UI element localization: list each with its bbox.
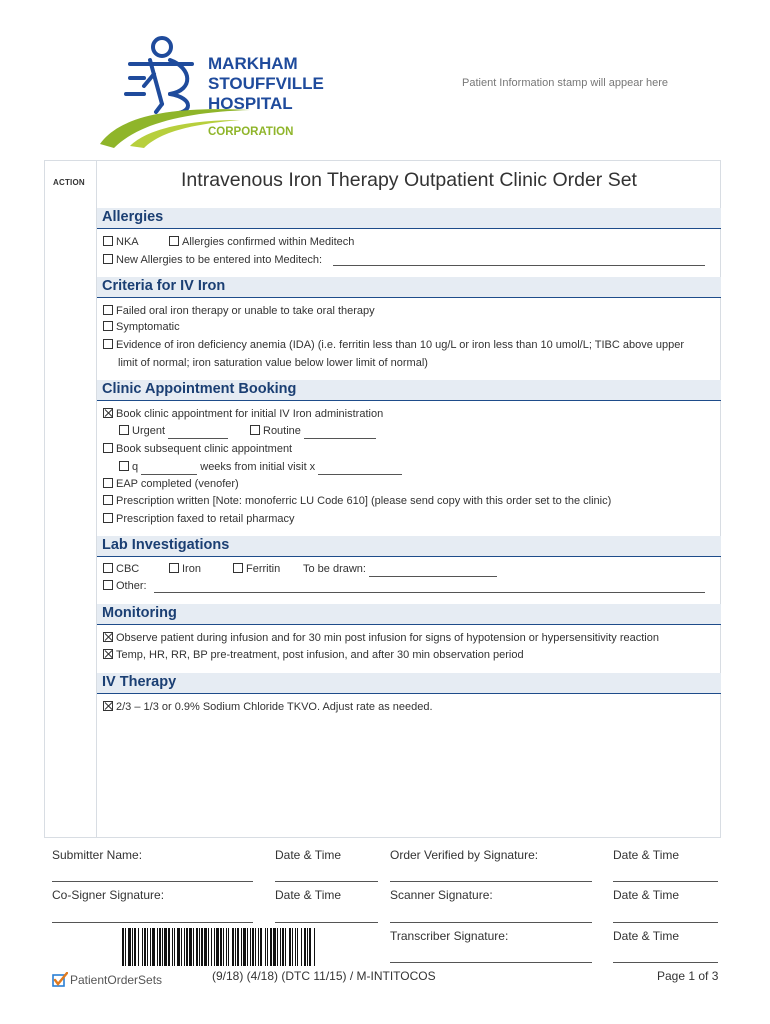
barcode-bar xyxy=(211,928,212,966)
iron-checkbox[interactable] xyxy=(169,563,179,573)
ida-evidence-label-cont: limit of normal; iron saturation value below lower limit of normal) xyxy=(118,357,428,369)
q-weeks-field[interactable] xyxy=(141,461,197,475)
barcode-bar xyxy=(309,928,311,966)
urgent-label: Urgent xyxy=(132,425,166,437)
barcode-bar xyxy=(128,928,131,966)
cosigner-date-field[interactable] xyxy=(275,922,378,923)
barcode-bar xyxy=(295,928,296,966)
observe-label: Observe patient during infusion and for 30 min post infusion for signs of hypotension or hypersensitivity reaction xyxy=(116,632,659,644)
page-number: Page 1 of 3 xyxy=(657,969,719,983)
barcode-bar xyxy=(132,928,133,966)
prescription-written-checkbox[interactable] xyxy=(103,495,113,505)
barcode-bar xyxy=(226,928,227,966)
verified-signature-field[interactable] xyxy=(390,881,592,882)
form-title: Intravenous Iron Therapy Outpatient Clinic Order Set xyxy=(181,169,637,191)
scanner-date-label: Date & Time xyxy=(613,888,680,902)
observe-checkbox[interactable] xyxy=(103,632,113,642)
ida-evidence-checkbox[interactable] xyxy=(103,339,113,349)
iv-fluid-checkbox[interactable] xyxy=(103,701,113,711)
logo-line-stouffville: STOUFFVILLE xyxy=(208,74,324,93)
transcriber-date-field[interactable] xyxy=(613,962,718,963)
submitter-date-label: Date & Time xyxy=(275,848,342,862)
barcode-bar xyxy=(134,928,136,966)
eap-label: EAP completed (venofer) xyxy=(116,478,239,490)
barcode-bar xyxy=(260,928,262,966)
failed-oral-label: Failed oral iron therapy or unable to take oral therapy xyxy=(116,305,375,317)
prescription-written-label: Prescription written [Note: monoferric LU Code 610] xyxy=(116,495,368,507)
barcode-bar xyxy=(258,928,259,966)
vitals-checkbox[interactable] xyxy=(103,649,113,659)
barcode-bar xyxy=(172,928,173,966)
routine-label: Routine xyxy=(263,425,301,437)
hospital-logo xyxy=(100,34,340,152)
barcode-bar xyxy=(220,928,222,966)
transcriber-signature-field[interactable] xyxy=(390,962,592,963)
barcode-bar xyxy=(314,928,315,966)
barcode-bar xyxy=(292,928,293,966)
logo-line-corporation: CORPORATION xyxy=(208,126,294,138)
section-heading-text: Monitoring xyxy=(102,605,177,621)
barcode-bar xyxy=(223,928,224,966)
section-heading-text: Lab Investigations xyxy=(102,537,230,553)
cosigner-date-label: Date & Time xyxy=(275,888,342,902)
new-allergies-field[interactable] xyxy=(333,265,705,266)
weeks-label: weeks xyxy=(200,461,232,473)
verified-signature-label: Order Verified by Signature: xyxy=(390,848,539,862)
barcode-bar xyxy=(204,928,207,966)
section-heading-text: Clinic Appointment Booking xyxy=(102,381,297,397)
routine-field[interactable] xyxy=(304,425,376,439)
prescription-note: (please send copy with this order set to the clinic) xyxy=(370,495,612,507)
ida-evidence-label: Evidence of iron deficiency anemia (IDA) (i.e. ferritin less than 10 ug/L or iron less than 10 umol/L; TIBC above upper xyxy=(116,339,685,351)
action-column xyxy=(44,160,97,838)
symptomatic-label: Symptomatic xyxy=(116,321,180,333)
barcode-bar xyxy=(144,928,146,966)
allergies-confirmed-label: Allergies confirmed within Meditech xyxy=(182,236,355,248)
barcode-bar xyxy=(304,928,306,966)
checkmark-icon xyxy=(52,972,68,993)
other-lab-checkbox[interactable] xyxy=(103,580,113,590)
prescription-faxed-checkbox[interactable] xyxy=(103,513,113,523)
iron-label: Iron xyxy=(182,563,201,575)
barcode-bar xyxy=(285,928,286,966)
submitter-name-field[interactable] xyxy=(52,881,253,882)
submitter-name-label: Submitter Name: xyxy=(52,848,143,862)
barcode-bar xyxy=(216,928,219,966)
to-be-drawn-field[interactable] xyxy=(369,563,497,577)
book-subsequent-label: Book subsequent clinic appointment xyxy=(116,443,293,455)
transcriber-date-label: Date & Time xyxy=(613,929,680,943)
scanner-signature-label: Scanner Signature: xyxy=(390,888,493,902)
vitals-label: Temp, HR, RR, BP pre-treatment, post infusion, and after 30 min observation period xyxy=(116,649,524,661)
logo-line-markham: MARKHAM xyxy=(208,54,298,73)
barcode-bar xyxy=(273,928,276,966)
other-lab-label: Other: xyxy=(116,580,147,592)
verified-date-label: Date & Time xyxy=(613,848,680,862)
to-be-drawn-label: To be drawn: xyxy=(303,563,366,575)
barcode-bar xyxy=(232,928,234,966)
urgent-checkbox[interactable] xyxy=(119,425,129,435)
barcode-bar xyxy=(250,928,251,966)
action-label: ACTION xyxy=(53,178,85,187)
symptomatic-checkbox[interactable] xyxy=(103,321,113,331)
failed-oral-checkbox[interactable] xyxy=(103,305,113,315)
scanner-date-field[interactable] xyxy=(613,922,718,923)
barcode-bar xyxy=(168,928,170,966)
barcode-bar xyxy=(301,928,302,966)
barcode-bar xyxy=(270,928,272,966)
routine-checkbox[interactable] xyxy=(250,425,260,435)
section-heading-text: IV Therapy xyxy=(102,674,177,690)
iv-fluid-label: 2/3 – 1/3 or 0.9% Sodium Chloride TKVO. Adjust rate as needed. xyxy=(116,701,433,713)
q-label: q xyxy=(132,461,139,473)
cbc-checkbox[interactable] xyxy=(103,563,113,573)
nka-checkbox[interactable] xyxy=(103,236,113,246)
barcode-bar xyxy=(237,928,239,966)
barcode-bar xyxy=(142,928,143,966)
patientordersets-brand: PatientOrderSets xyxy=(70,973,163,987)
ferritin-checkbox[interactable] xyxy=(233,563,243,573)
barcode-bar xyxy=(196,928,198,966)
ferritin-label: Ferritin xyxy=(246,563,281,575)
barcode-bar xyxy=(184,928,185,966)
barcode-bar xyxy=(297,928,298,966)
barcode-bar xyxy=(241,928,242,966)
q-weeks-checkbox[interactable] xyxy=(119,461,129,471)
cosigner-label: Co-Signer Signature: xyxy=(52,888,165,902)
barcode-bar xyxy=(255,928,256,966)
new-allergies-checkbox[interactable] xyxy=(103,254,113,264)
other-lab-field[interactable] xyxy=(154,592,705,593)
book-subsequent-checkbox[interactable] xyxy=(103,443,113,453)
section-labs-heading xyxy=(97,536,721,557)
transcriber-signature-label: Transcriber Signature: xyxy=(390,929,509,943)
barcode-bar xyxy=(152,928,155,966)
revision-code: (9/18) (4/18) (DTC 11/15) / M-INTITOCOS xyxy=(212,969,436,983)
logo-line-hospital: HOSPITAL xyxy=(208,94,293,113)
urgent-field[interactable] xyxy=(168,425,228,439)
visit-count-field[interactable] xyxy=(318,461,402,475)
barcode-bar xyxy=(235,928,236,966)
barcode-bar xyxy=(280,928,281,966)
cbc-label: CBC xyxy=(116,563,140,575)
section-booking-heading xyxy=(97,380,721,401)
section-iv-therapy-heading xyxy=(97,673,721,694)
patient-stamp-note: Patient Information stamp will appear here xyxy=(462,77,669,89)
submitter-date-field[interactable] xyxy=(275,881,378,882)
cosigner-field[interactable] xyxy=(52,922,253,923)
barcode-bar xyxy=(208,928,209,966)
barcode-bar xyxy=(289,928,291,966)
section-heading-text: Allergies xyxy=(102,209,164,225)
barcode-bar xyxy=(157,928,158,966)
scanner-signature-field[interactable] xyxy=(390,922,592,923)
nka-label: NKA xyxy=(116,236,139,248)
barcode-bar xyxy=(267,928,268,966)
barcode-bar xyxy=(201,928,203,966)
barcode-bar xyxy=(164,928,167,966)
barcode-bar xyxy=(174,928,175,966)
barcode xyxy=(120,928,318,966)
barcode-bar xyxy=(181,928,182,966)
barcode-bar xyxy=(186,928,188,966)
barcode-bar xyxy=(159,928,161,966)
verified-date-field[interactable] xyxy=(613,881,718,882)
prescription-faxed-label: Prescription faxed to retail pharmacy xyxy=(116,513,295,525)
barcode-bar xyxy=(193,928,194,966)
barcode-bar xyxy=(277,928,278,966)
barcode-bar xyxy=(177,928,180,966)
barcode-bar xyxy=(247,928,248,966)
barcode-bar xyxy=(125,928,126,966)
barcode-bar xyxy=(147,928,148,966)
barcode-bar xyxy=(243,928,246,966)
book-initial-checkbox[interactable] xyxy=(103,408,113,418)
allergies-confirmed-checkbox[interactable] xyxy=(169,236,179,246)
from-visit-label: from initial visit x xyxy=(234,461,316,473)
eap-checkbox[interactable] xyxy=(103,478,113,488)
barcode-bar xyxy=(214,928,215,966)
barcode-bar xyxy=(307,928,308,966)
barcode-bar xyxy=(265,928,266,966)
barcode-bar xyxy=(162,928,163,966)
book-initial-label: Book clinic appointment for initial IV Iron administration xyxy=(116,408,384,420)
barcode-bar xyxy=(228,928,229,966)
section-criteria-heading xyxy=(97,277,721,298)
barcode-bar xyxy=(189,928,192,966)
barcode-bar xyxy=(138,928,139,966)
new-allergies-label: New Allergies to be entered into Meditech: xyxy=(116,254,323,266)
barcode-bar xyxy=(282,928,284,966)
barcode-bar xyxy=(122,928,124,966)
barcode-bar xyxy=(150,928,151,966)
barcode-bar xyxy=(252,928,254,966)
section-heading-text: Criteria for IV Iron xyxy=(102,278,226,294)
barcode-bar xyxy=(199,928,200,966)
section-monitoring-heading xyxy=(97,604,721,625)
section-allergies-heading xyxy=(97,208,721,229)
